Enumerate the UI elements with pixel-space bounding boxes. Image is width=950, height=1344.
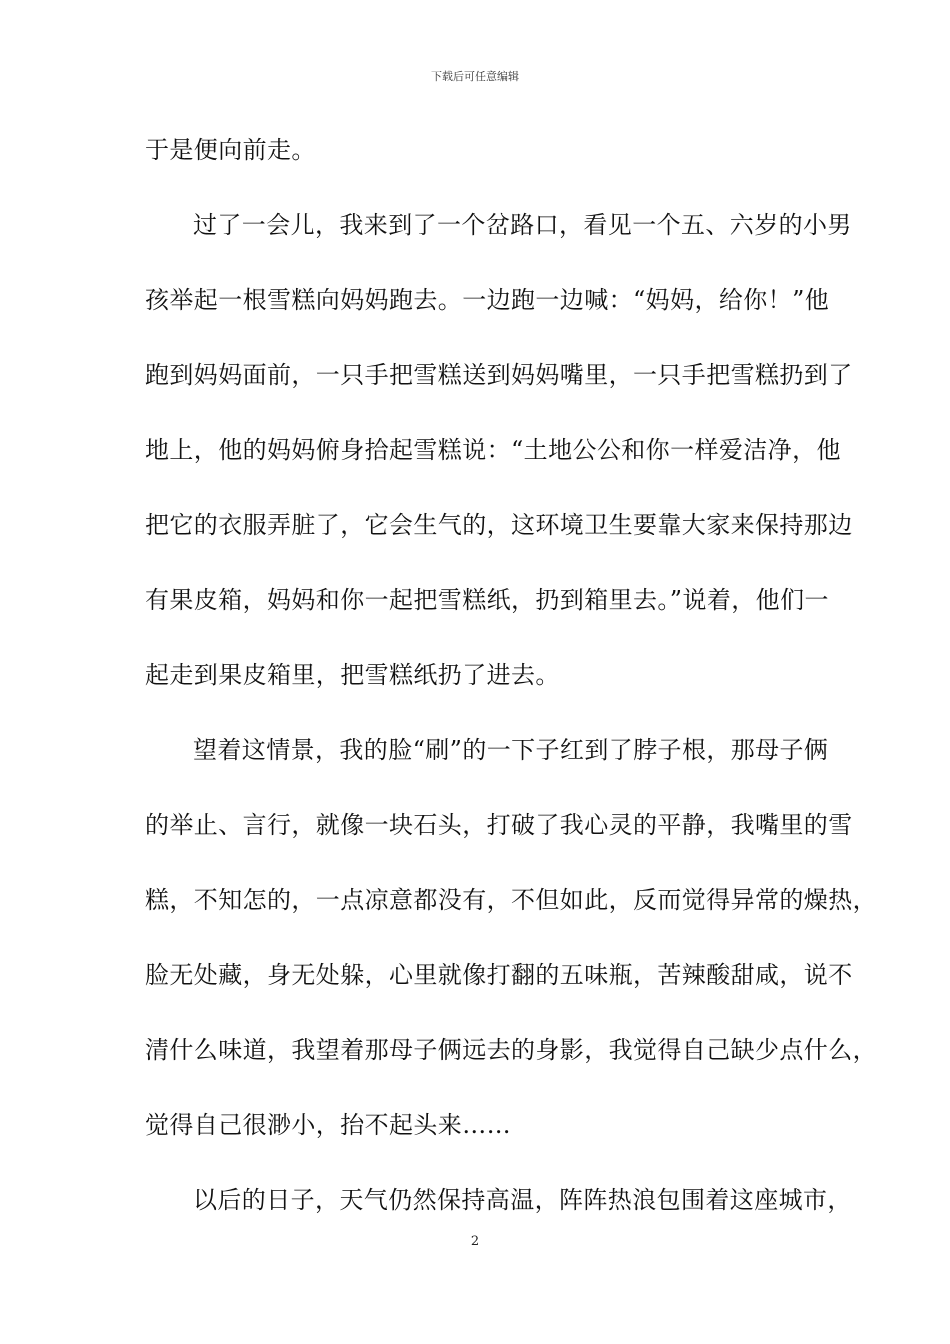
text-line: 过了一会儿，我来到了一个岔路口，看见一个五、六岁的小男: [193, 211, 852, 239]
text-line: 地上，他的妈妈俯身拾起雪糕说：“土地公公和你一样爱洁净，他: [145, 436, 841, 464]
text-line: 清什么味道，我望着那母子俩远去的身影，我觉得自己缺少点什么，: [145, 1036, 877, 1064]
text-line: 起走到果皮箱里，把雪糕纸扔了进去。: [145, 661, 560, 689]
text-line: 觉得自己很渺小，抬不起头来……: [145, 1111, 511, 1139]
text-line: 的举止、言行，就像一块石头，打破了我心灵的平静，我嘴里的雪: [145, 811, 853, 839]
text-line: 有果皮箱，妈妈和你一起把雪糕纸，扔到箱里去。”说着，他们一: [145, 586, 829, 614]
text-line: 以后的日子，天气仍然保持高温，阵阵热浪包围着这座城市，: [193, 1186, 852, 1214]
text-line: 孩举起一根雪糕向妈妈跑去。一边跑一边喊：“妈妈，给你！”他: [145, 286, 830, 314]
text-line: 望着这情景，我的脸“刷”的一下子红到了脖子根，那母子俩: [193, 736, 829, 764]
page-number: 2: [470, 1234, 480, 1249]
text-line: 把它的衣服弄脏了，它会生气的，这环境卫生要靠大家来保持那边: [145, 511, 853, 539]
text-line: 跑到妈妈面前，一只手把雪糕送到妈妈嘴里，一只手把雪糕扔到了: [145, 361, 853, 389]
text-line: 糕，不知怎的，一点凉意都没有，不但如此，反而觉得异常的燥热，: [145, 886, 877, 914]
page-header: 下载后可任意编辑: [431, 70, 519, 83]
text-line: 脸无处藏，身无处躲，心里就像打翻的五味瓶，苦辣酸甜咸，说不: [145, 961, 853, 989]
text-line: 于是便向前走。: [145, 136, 316, 164]
